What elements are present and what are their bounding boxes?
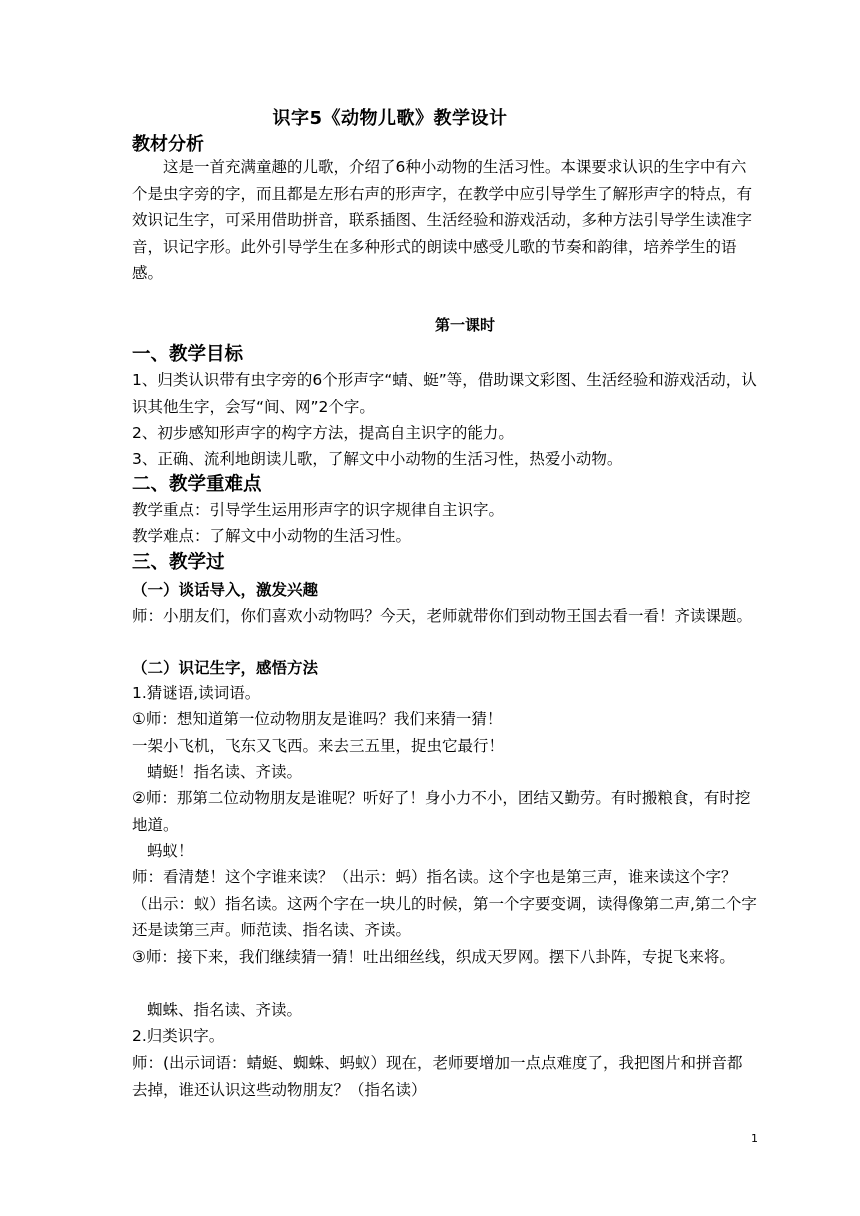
- focus-key: 教学重点：引导学生运用形声字的识字规律自主识字。: [132, 501, 505, 519]
- part1-heading: （一）谈话导入，激发兴趣: [132, 581, 319, 599]
- page-number: 1: [751, 1132, 758, 1145]
- riddle-3-answer: 蜘蛛、指名读、齐读。: [147, 1001, 303, 1019]
- riddle-2-intro: ②师：那第二位动物朋友是谁呢？听好了！身小力不小，团结又勤劳。有时搬粮食，有时挖地道。: [132, 789, 751, 834]
- focus-difficulty: 教学难点：了解文中小动物的生活习性。: [132, 527, 412, 545]
- part1-text: 师：小朋友们，你们喜欢小动物吗？今天，老师就带你们到动物王国去看一看！齐读课题。: [132, 607, 753, 625]
- riddle-1-intro: ①师：想知道第一位动物朋友是谁吗？我们来猜一猜！: [132, 710, 503, 728]
- document-title: 识字5《动物儿歌》教学设计: [272, 108, 508, 129]
- analysis-heading: 教材分析: [132, 134, 204, 155]
- riddle-2-explanation: 师：看清楚！这个字谁来读？（出示：蚂）指名读。这个字也是第三声，谁来读这个字？（出示：蚁）指名读。这两个字在一块儿的时候，第一个字要变调，读得像第二声,第二个字还是读第三声。师范读、指名读、齐读。: [132, 868, 757, 940]
- part2-heading: （二）识记生字，感悟方法: [132, 659, 319, 677]
- goal-item-2: 2、初步感知形声字的构字方法，提高自主识字的能力。: [132, 424, 514, 442]
- step-1-label: 1.猜谜语,读词语。: [132, 684, 261, 702]
- process-heading: 三、教学过: [132, 552, 225, 573]
- goal-item-3: 3、正确、流利地朗读儿歌，了解文中小动物的生活习性，热爱小动物。: [132, 450, 623, 468]
- goal-item-1: 1、归类认识带有虫字旁的6个形声字“蜻、蜓”等，借助课文彩图、生活经验和游戏活动，认识其他生字，会写“间、网”2个字。: [132, 371, 757, 416]
- step-2-text: 师：(出示词语：蜻蜓、蜘蛛、蚂蚁）现在，老师要增加一点点难度了，我把图片和拼音都去掉，谁还认识这些动物朋友？（指名读）: [132, 1054, 743, 1099]
- goals-heading: 一、教学目标: [132, 344, 244, 365]
- riddle-1-answer: 蜻蜓！指名读、齐读。: [147, 763, 303, 781]
- riddle-1-text: 一架小飞机，飞东又飞西。来去三五里，捉虫它最行！: [132, 737, 505, 755]
- step-2-label: 2.归类识字。: [132, 1027, 225, 1045]
- riddle-3-intro: ③师：接下来，我们继续猜一猜！吐出细丝线，织成天罗网。摆下八卦阵，专捉飞来将。: [132, 948, 735, 966]
- focus-heading: 二、教学重难点: [132, 474, 262, 495]
- riddle-2-answer: 蚂蚁！: [147, 842, 194, 860]
- lesson-label: 第一课时: [434, 316, 495, 334]
- analysis-paragraph: 这是一首充满童趣的儿歌，介绍了6种小动物的生活习性。本课要求认识的生字中有六个是虫字旁的字，而且都是左形右声的形声字，在教学中应引导学生了解形声字的特点，有效识记生字，可采用借助拼音，联系插图、生活经验和游戏活动，多种方法引导学生读准字音，识记字形。此外引导学生在多种形式的朗读中感受儿歌的节奏和韵律，培养学生的语感。: [132, 158, 753, 283]
